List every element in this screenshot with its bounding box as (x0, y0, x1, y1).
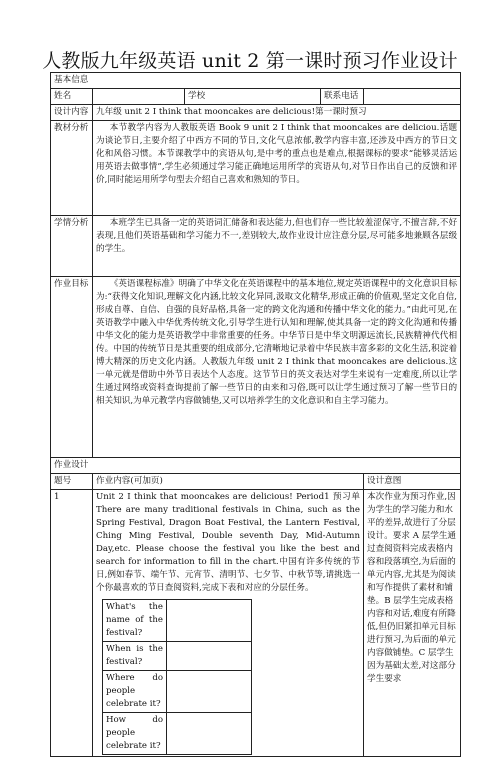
design-content-label: 设计内容 (51, 105, 93, 121)
design-intent-text: 本次作业为预习作业,因为学生的学习能力和水平的差异,故进行了分层设计。要求 A 层学生通过查阅资料完成表格内容和段落填空,为后面的单元内容,尤其是为阅读和写作提供了素材和铺垫。B 层学生完成表格内容和对话,难度有所降低,但仍旧紧扣单元目标进行预习,为后面的单元内容做铺垫。C 层学生因为基础太差,对这部分学生要求 (367, 492, 457, 684)
assignment-content-cell (93, 490, 364, 757)
basic-info-row (51, 73, 461, 89)
textbook-analysis-label: 教材分析 (51, 121, 93, 216)
chart-row (103, 642, 252, 671)
textbook-analysis-cell (93, 121, 461, 216)
chart-row (103, 713, 252, 755)
assignment-design-row (51, 458, 461, 474)
chart-question: Where do people celebrate it? (103, 671, 167, 713)
goals-cell (93, 277, 461, 458)
goals-text: 《英语课程标准》明确了中华文化在英语课程中的基本地位,规定英语课程中的文化意识目标为:“获得文化知识,理解文化内涵,比较文化异同,汲取文化精华,形成正确的价值观,坚定文化自信,形成自尊、自信、自强的良好品格,具备一定的跨文化沟通和传播中华文化的能力。”由此可见,在英语教学中融入中华优秀传统文化,引导学生进行认知和理解,使其具备一定的跨文化沟通和传播中华文化的能力是英语教学中非常重要的任务。中华节日是中华文明源远流长,民族精神代代相传。中国的传统节日是其重要的组成部分,它清晰地记录着中华民族丰富多彩的文化生活,积淀着博大精深的历史文化内涵。人教版九年级 unit 2 I think that mooncakes are delicious.这一单元就是借助中外节日表达个人态度。这节节日的英文表达对学生来说有一定难度,所以让学生通过网络或资料查询提前了解一些节日的由来和习俗,既可以让学生通过预习了解一些节日的相关知识,为单元教学内容做铺垫,又可以培养学生的文化意识和自主学习能力。 (96, 279, 458, 406)
textbook-analysis-text: 本节教学内容为人教版英语 Book 9 unit 2 I think that mooncakes are deliciou.话题为谈论节日,主要介绍了中西方不同的节日,文化气息浓郁,教学内容丰富,还涉及中西方的节日文化和风俗习惯。本节课教学中的宾语从句,是中考的重点也是难点,根据课标的要求“能够灵活运用英语去做事情”,学生必须通过学习能正确地运用所学的宾语从句,对节日作出自己的反馈和评价,同时能运用所学句型去介绍自己喜欢和熟知的节日。 (96, 123, 458, 185)
chart-question: How do people celebrate it? (103, 713, 167, 755)
assignment-header-row (51, 474, 461, 490)
page-title: 人教版九年级英语 unit 2 第一课时预习作业设计 (42, 50, 458, 72)
assignment-task-text: Unit 2 I think that mooncakes are delicious! Period1 预习单 There are many traditional festivals in China, such as the Spring Festival, Dragon Boat Festival, the Lantern Festival, Ching Ming Festival, Double seventh Day, Mid-Autumn Day,etc. Please choose the festival you like the best and search for information to fill in the chart.中国有许多传统的节日,例如春节、端午节、元宵节、清明节、七夕节、中秋节等,请挑选一个你最喜欢的节日查阅资料,完成下表和对应的分层任务。 (96, 492, 360, 593)
textbook-analysis-row (51, 121, 461, 216)
assignment-table (50, 72, 461, 757)
name-label: 姓名 (51, 89, 93, 105)
school-label: 学校 (185, 89, 321, 105)
personal-info-row (51, 89, 461, 105)
name-field[interactable] (93, 89, 185, 105)
design-intent-cell (364, 490, 461, 757)
design-content-value: 九年级 unit 2 I think that mooncakes are delicious!第一课时预习 (93, 105, 461, 121)
chart-answer-field[interactable] (167, 600, 252, 642)
chart-row (103, 600, 252, 642)
design-content-row (51, 105, 461, 121)
student-analysis-text: 本班学生已具备一定的英语词汇储备和表达能力,但也们存一些比较羞涩保守,不擅言辞,不好表现,且他们英语基础和学习能力不一,差别较大,故作业设计应注意分层,尽可能多地兼顾各层级的学生。 (96, 218, 458, 254)
goals-label: 作业目标 (51, 277, 93, 458)
student-analysis-label: 学情分析 (51, 216, 93, 277)
goals-row (51, 277, 461, 458)
assignment-number: 1 (51, 490, 93, 757)
assignment-design-heading: 作业设计 (51, 458, 461, 474)
student-analysis-row (51, 216, 461, 277)
festival-chart (102, 599, 252, 755)
student-analysis-cell (93, 216, 461, 277)
column-number-header: 题号 (51, 474, 93, 490)
chart-answer-field[interactable] (167, 671, 252, 713)
basic-info-heading: 基本信息 (51, 73, 461, 89)
chart-answer-field[interactable] (167, 642, 252, 671)
chart-answer-field[interactable] (167, 713, 252, 755)
chart-question: When is the festival? (103, 642, 167, 671)
contact-field[interactable] (364, 89, 461, 105)
chart-row (103, 671, 252, 713)
column-content-header: 作业内容(可加页) (93, 474, 364, 490)
contact-label: 联系电话 (321, 89, 364, 105)
chart-question: What's the name of the festival? (103, 600, 167, 642)
assignment-row (51, 490, 461, 757)
column-intent-header: 设计意图 (364, 474, 461, 490)
